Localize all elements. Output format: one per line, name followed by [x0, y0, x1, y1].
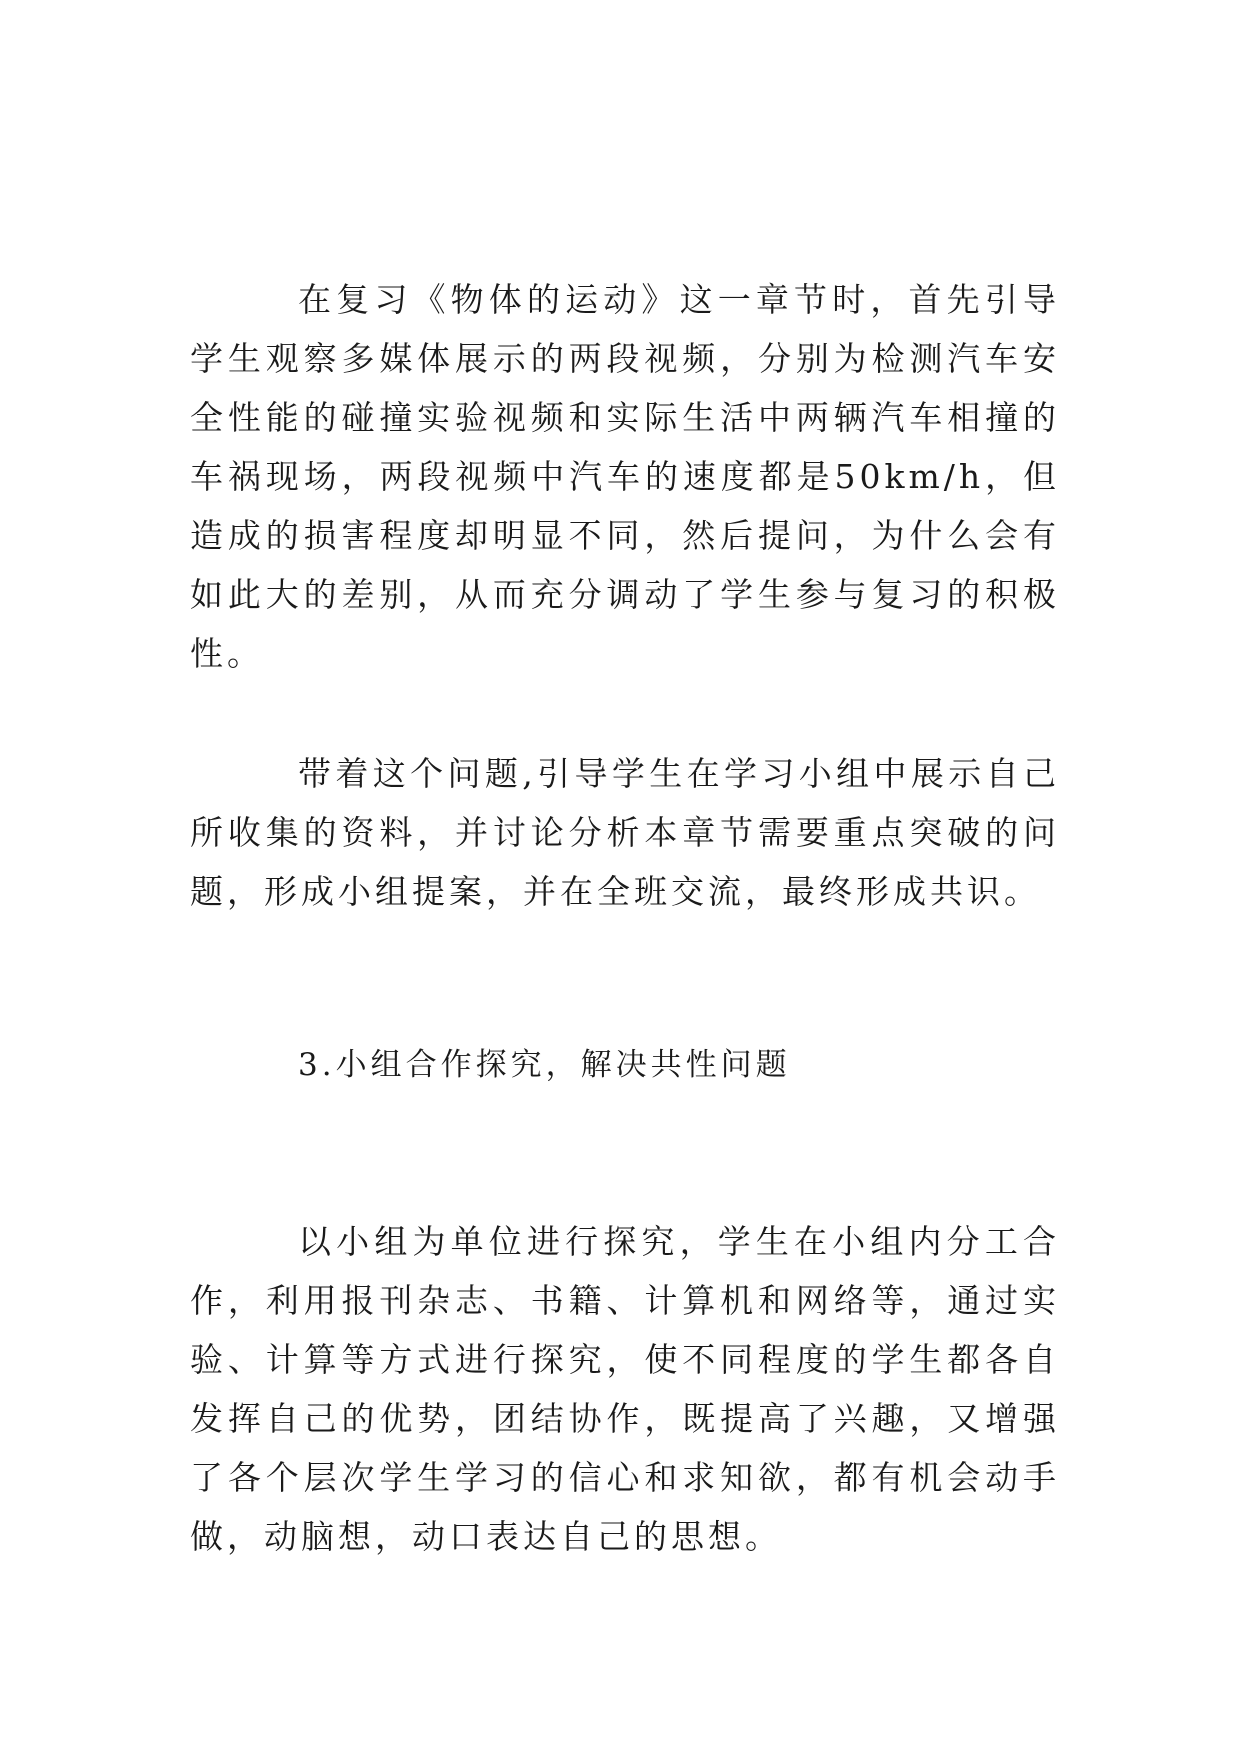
section-heading-3: 3.小组合作探究，解决共性问题 — [298, 1047, 791, 1083]
paragraph-review-intro: 在复习《物体的运动》这一章节时，首先引导学生观察多媒体展示的两段视频，分别为检测汽车安全性能的碰撞实验视频和实际生活中两辆汽车相撞的车祸现场，两段视频中汽车的速度都是50km/h，但造成的损害程度却明显不同，然后提问，为什么会有如此大的差别，从而充分调动了学生参与复习的积极性。 — [190, 280, 1060, 673]
paragraph-group-inquiry: 以小组为单位进行探究，学生在小组内分工合作，利用报刊杂志、书籍、计算机和网络等，通过实验、计算等方式进行探究，使不同程度的学生都各自发挥自己的优势，团结协作，既提高了兴趣，又增强了各个层次学生学习的信心和求知欲，都有机会动手做，动脑想，动口表达自己的思想。 — [190, 1222, 1060, 1556]
paragraph-group-discussion: 带着这个问题,引导学生在学习小组中展示自己所收集的资料，并讨论分析本章节需要重点突破的问题，形成小组提案，并在全班交流，最终形成共识。 — [190, 754, 1060, 911]
